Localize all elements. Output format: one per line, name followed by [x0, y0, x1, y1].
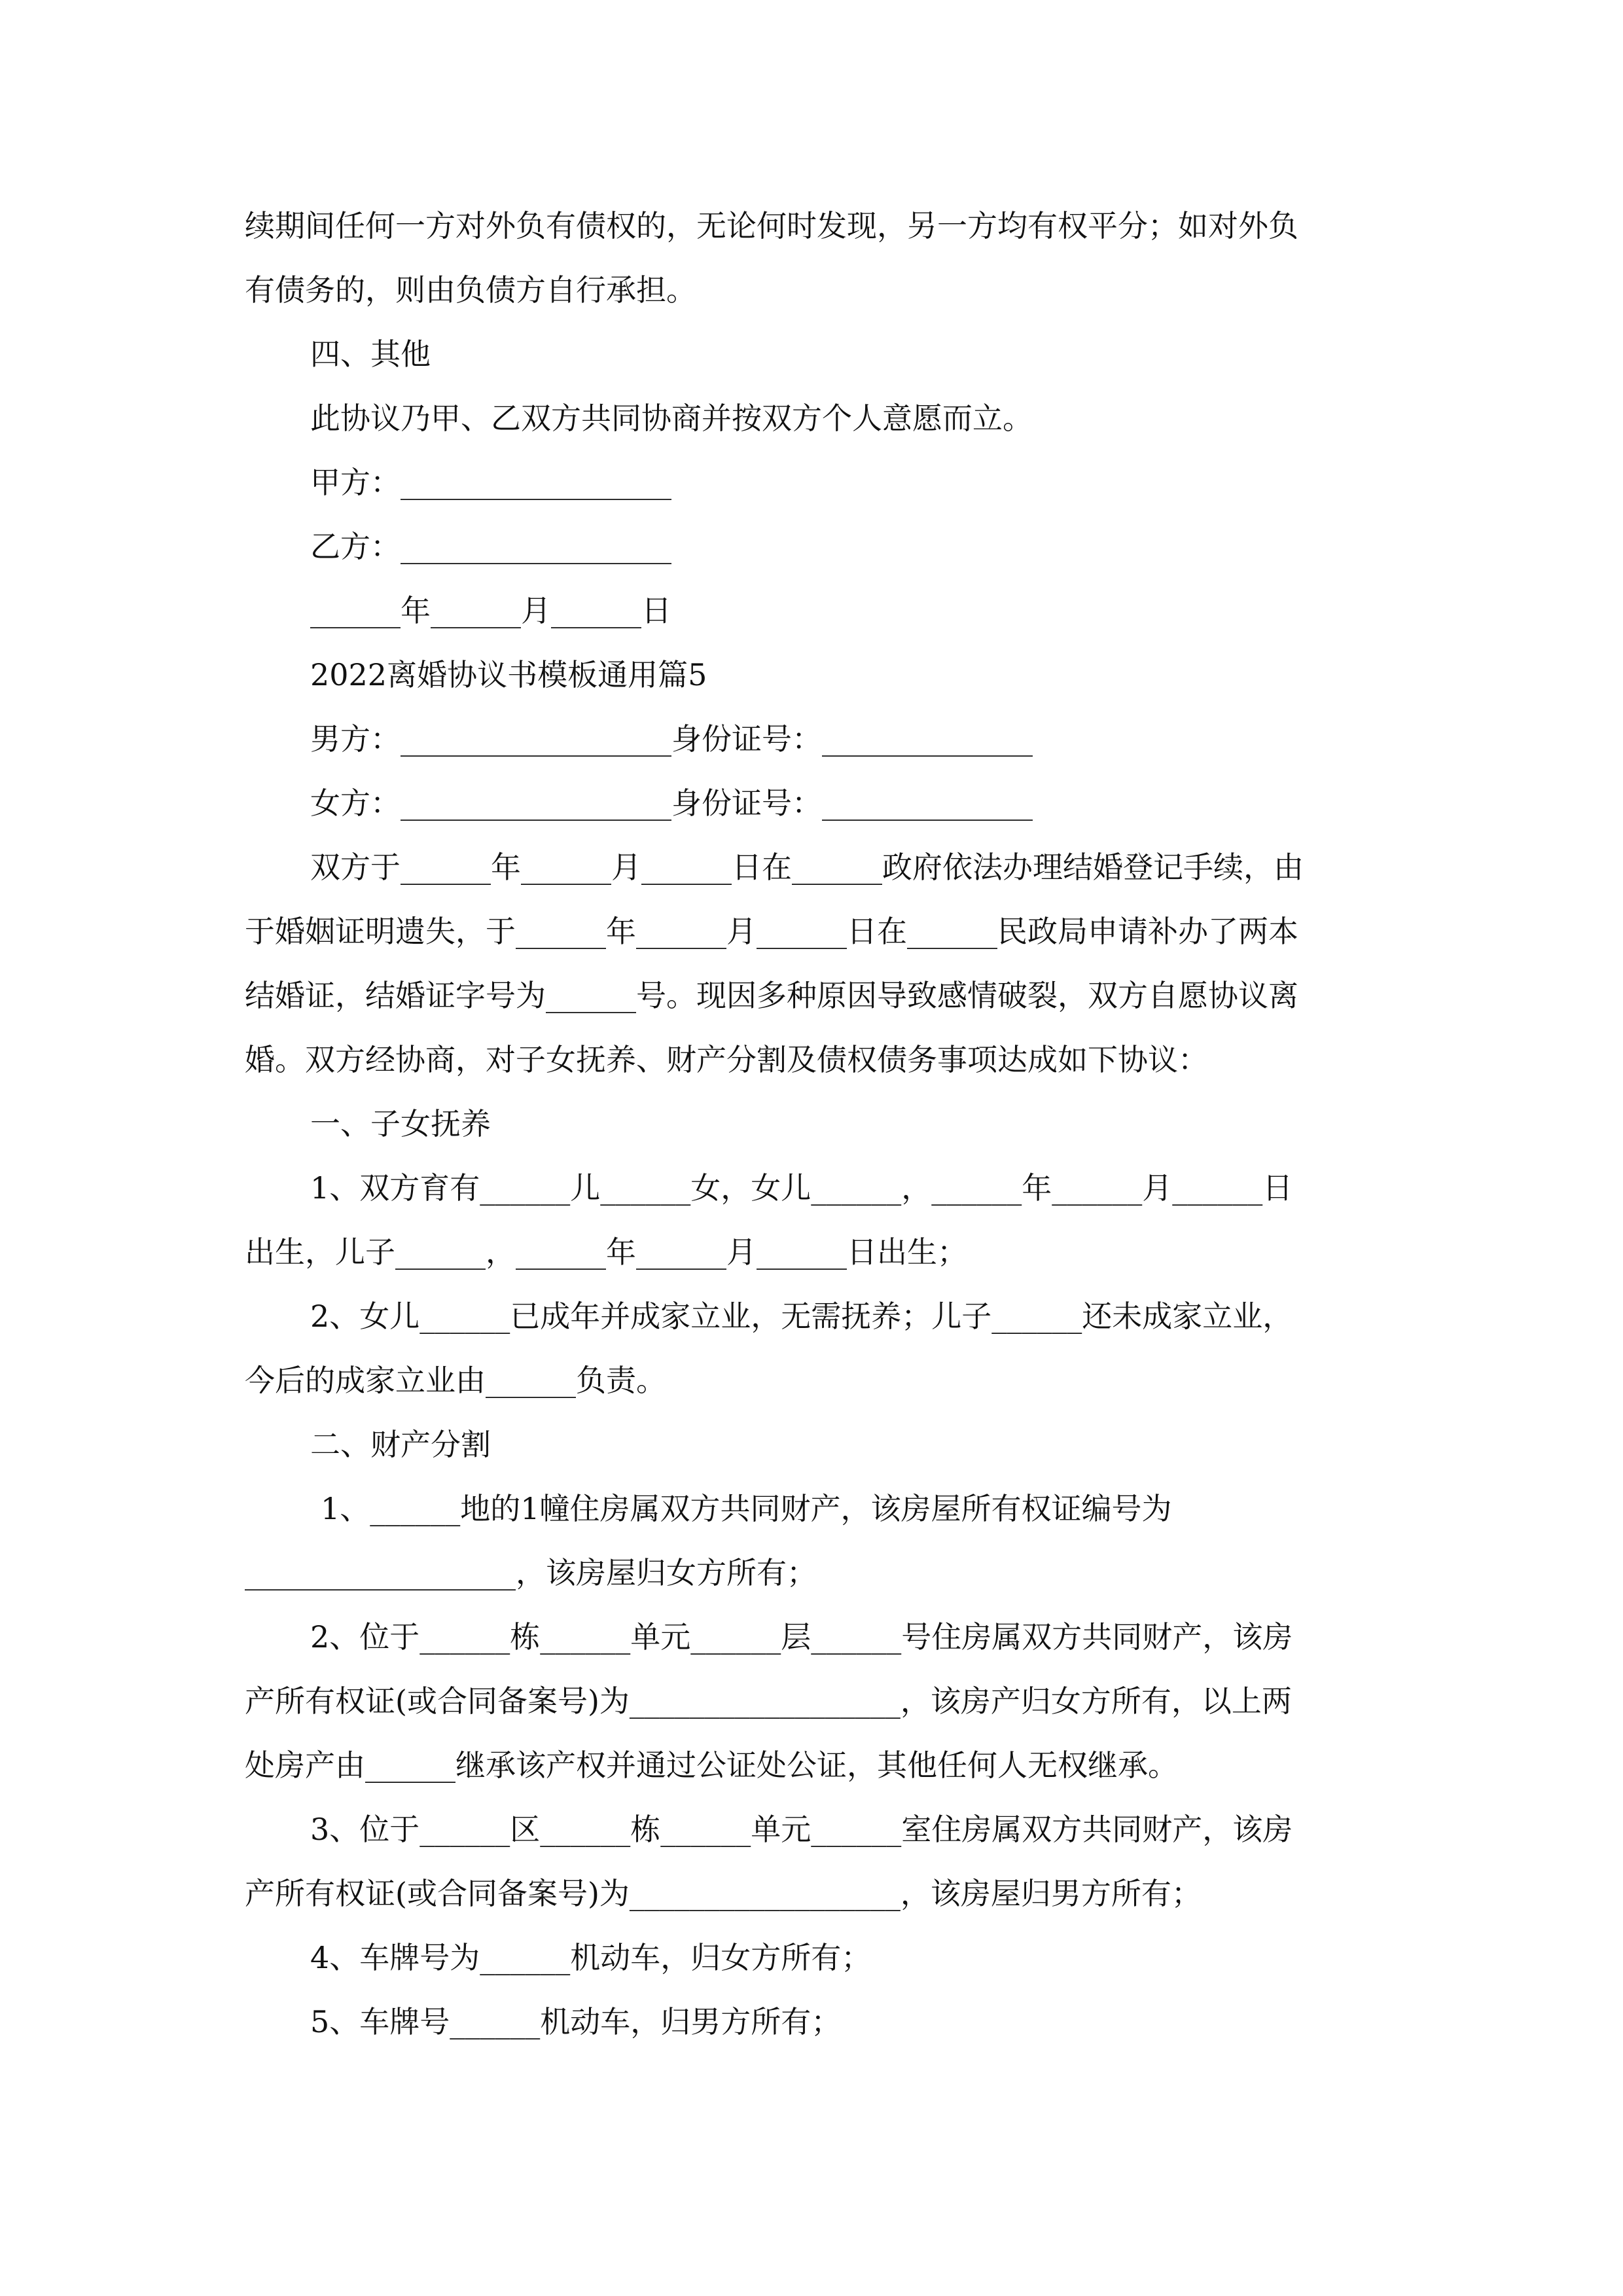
paragraph-line: 处房产由______继承该产权并通过公证处公证，其他任何人无权继承。 [245, 1748, 1178, 1783]
paragraph-line: 2、位于______栋______单元______层______号住房属双方共同财产，该房 [310, 1619, 1293, 1655]
paragraph-line: 结婚证，结婚证字号为______号。现因多种原因导致感情破裂，双方自愿协议离 [245, 978, 1298, 1013]
date-line: ______年______月______日 [310, 593, 671, 628]
document-title: 2022离婚协议书模板通用篇5 [310, 657, 707, 692]
paragraph-line: 有债务的，则由负债方自行承担。 [245, 272, 696, 308]
paragraph-line: 产所有权证(或合同备案号)为__________________，该房产归女方所有，以上两 [245, 1683, 1292, 1719]
paragraph-line: 此协议乃甲、乙双方共同协商并按双方个人意愿而立。 [310, 401, 1033, 436]
paragraph-line: 于婚姻证明遗失，于______年______月______日在______民政局申请补办了两本 [245, 914, 1298, 949]
signature-line-party-a: 甲方：__________________ [310, 465, 671, 500]
paragraph-line: 今后的成家立业由______负责。 [245, 1363, 666, 1398]
paragraph-line: 5、车牌号______机动车，归男方所有； [310, 2004, 842, 2039]
paragraph-line: 续期间任何一方对外负有债权的，无论何时发现，另一方均有权平分；如对外负 [245, 208, 1298, 243]
paragraph-line: __________________，该房屋归女方所有； [245, 1555, 817, 1590]
paragraph-line: 婚。双方经协商，对子女抚养、财产分割及债权债务事项达成如下协议： [245, 1042, 1208, 1077]
husband-info-line: 男方：__________________身份证号：______________ [310, 721, 1033, 757]
paragraph-line: 3、位于______区______栋______单元______室住房属双方共同财产，该房 [310, 1812, 1293, 1847]
section-heading: 一、子女抚养 [310, 1106, 491, 1141]
paragraph-line: 2、女儿______已成年并成家立业，无需抚养；儿子______还未成家立业， [310, 1299, 1293, 1334]
section-heading: 二、财产分割 [310, 1427, 491, 1462]
paragraph-line: 产所有权证(或合同备案号)为__________________，该房屋归男方所有； [245, 1876, 1202, 1911]
section-heading: 四、其他 [310, 336, 431, 372]
paragraph-line: 1、双方育有______儿______女，女儿______，______年______月______日 [310, 1170, 1293, 1206]
paragraph-line: 出生，儿子______，______年______月______日出生； [245, 1234, 967, 1270]
paragraph-line: 4、车牌号为______机动车，归女方所有； [310, 1940, 872, 1975]
signature-line-party-b: 乙方：__________________ [310, 529, 671, 564]
wife-info-line: 女方：__________________身份证号：______________ [310, 785, 1033, 821]
paragraph-line: 双方于______年______月______日在______政府依法办理结婚登记手续，由 [310, 850, 1304, 885]
paragraph-line: 1、______地的1幢住房属双方共同财产，该房屋所有权证编号为 [321, 1491, 1172, 1526]
